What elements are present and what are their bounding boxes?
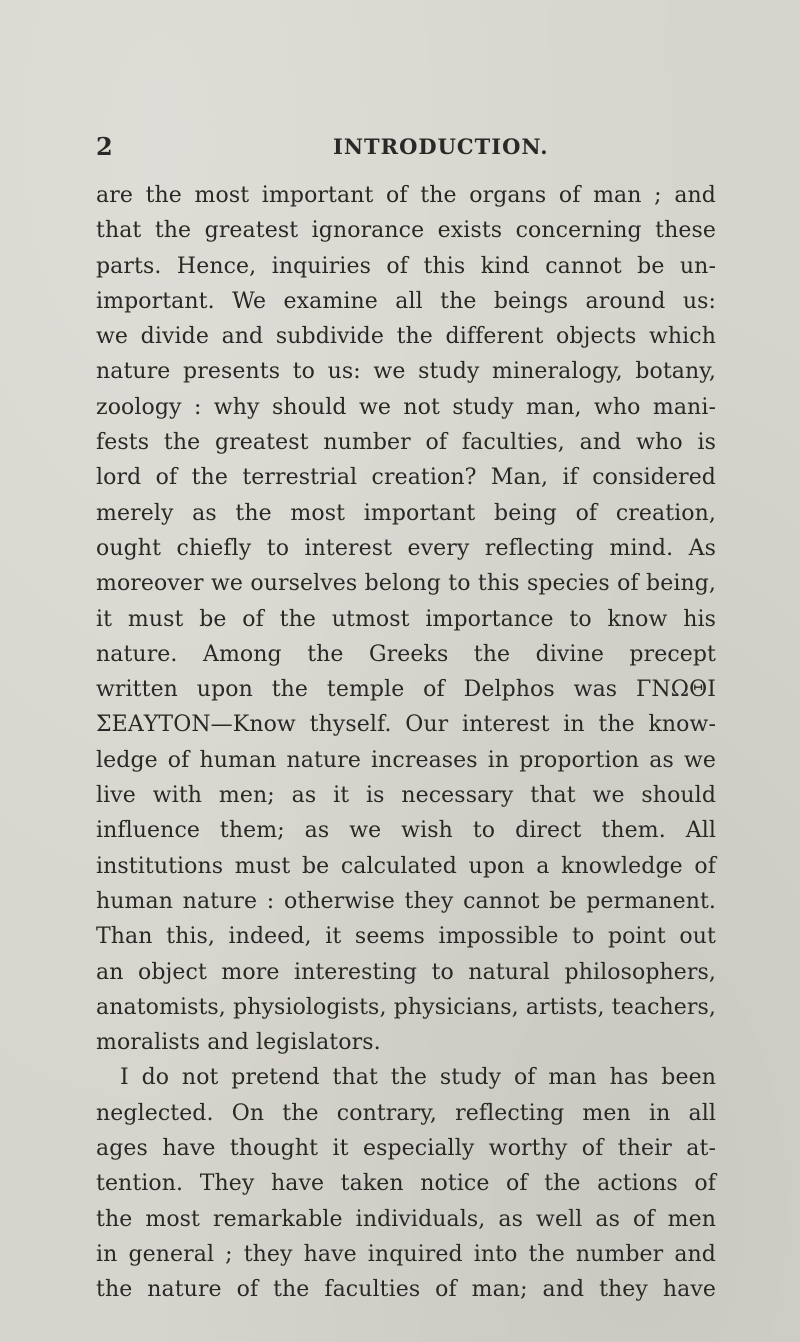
text-line: we divide and subdivide the different objects which	[96, 324, 716, 350]
text-line: fests the greatest number of faculties, and who is	[96, 430, 716, 456]
text-line: anatomists, physiologists, physicians, artists, teachers,	[96, 994, 716, 1020]
text-line: nature presents to us: we study mineralogy, botany,	[96, 359, 716, 385]
body-text	[96, 178, 716, 1308]
running-head	[0, 132, 800, 172]
text-line: zoology : why should we not study man, who mani-	[96, 394, 716, 420]
text-line: merely as the most important being of creation,	[96, 500, 716, 526]
text-line: written upon the temple of Delphos was ΓΝΩΘΙ	[96, 677, 716, 703]
text-line: it must be of the utmost importance to know his	[96, 606, 716, 632]
text-line: lord of the terrestrial creation? Man, if considered	[96, 465, 716, 491]
text-line: influence them; as we wish to direct them. All	[96, 818, 716, 844]
text-line: ages have thought it especially worthy of their at-	[96, 1136, 716, 1162]
running-title: INTRODUCTION.	[333, 134, 549, 159]
text-line: are the most important of the organs of man ; and	[96, 183, 716, 208]
text-line: institutions must be calculated upon a knowledge of	[96, 853, 716, 879]
text-line: ledge of human nature increases in proportion as we	[96, 747, 716, 773]
text-line: in general ; they have inquired into the number and	[96, 1241, 716, 1267]
text-line: human nature : otherwise they cannot be permanent.	[96, 888, 716, 914]
text-line: ought chiefly to interest every reflecting mind. As	[96, 535, 716, 561]
text-line: an object more interesting to natural philosophers,	[96, 959, 716, 985]
text-line: tention. They have taken notice of the actions of	[96, 1171, 716, 1197]
page-number: 2	[96, 132, 113, 161]
text-line: neglected. On the contrary, reflecting men in all	[96, 1100, 716, 1126]
text-line: nature. Among the Greeks the divine precept	[96, 641, 716, 667]
text-line: moralists and legislators.	[96, 1030, 381, 1056]
text-line: that the greatest ignorance exists concerning these	[96, 218, 716, 244]
text-line: live with men; as it is necessary that we should	[96, 783, 716, 809]
text-line: Than this, indeed, it seems impossible to point out	[96, 924, 716, 950]
text-line: parts. Hence, inquiries of this kind cannot be un-	[96, 253, 716, 279]
text-line: moreover we ourselves belong to this species of being,	[96, 571, 716, 597]
text-line: I do not pretend that the study of man has been	[120, 1065, 716, 1091]
text-line: ΣΕΑΥΤΟΝ—Know thyself. Our interest in the know-	[96, 712, 716, 738]
text-line: the most remarkable individuals, as well as of men	[96, 1206, 716, 1232]
text-line: the nature of the faculties of man; and they have	[96, 1277, 716, 1303]
text-line: important. We examine all the beings around us:	[96, 288, 716, 314]
